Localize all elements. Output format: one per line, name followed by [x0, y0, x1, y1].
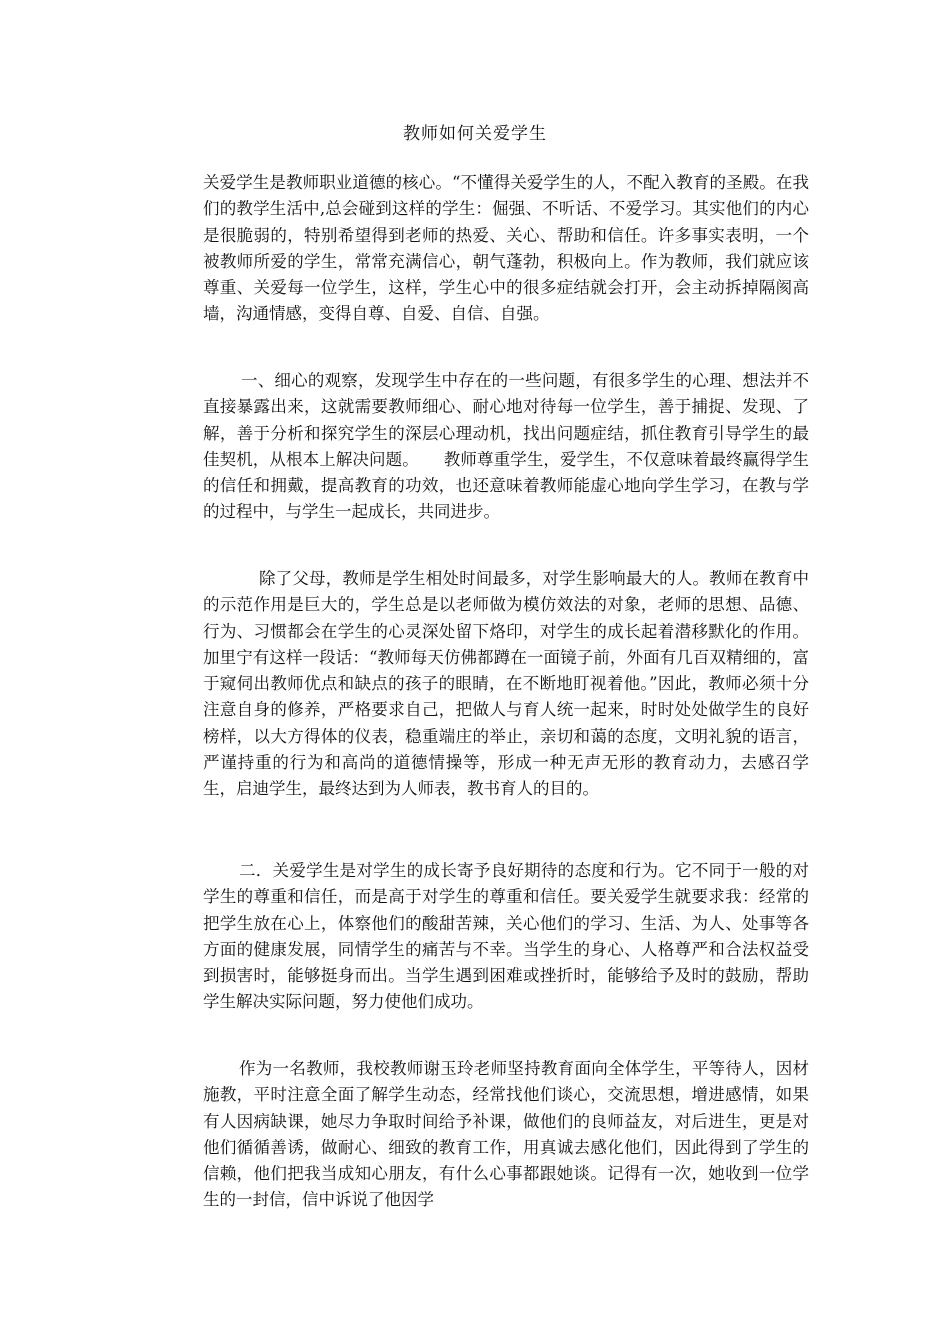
- paragraph-role-model: 除了父母，教师是学生相处时间最多，对学生影响最大的人。教师在教育中的示范作用是巨大的，学生总是以老师做为模仿效法的对象，老师的思想、品德、行为、习惯都会在学生的心灵深处留下烙印，对学生的成长起着潜移默化的作用。加里宁有这样一段话：“教师每天仿佛都蹲在一面镜子前，外面有几百双精细的，富于窥伺出教师优点和缺点的孩子的眼睛，在不断地盯视着他。”因此，教师必须十分注意自身的修养，严格要求自己，把做人与育人统一起来，时时处处做学生的良好榜样，以大方得体的仪表，稳重端庄的举止，亲切和蔼的态度，文明礼貌的语言，严谨持重的行为和高尚的道德情操等，形成一种无声无形的教育动力，去感召学生，启迪学生，最终达到为人师表，教书育人的目的。: [203, 569, 809, 799]
- paragraph-expectation: 二．关爱学生是对学生的成长寄予良好期待的态度和行为。它不同于一般的对学生的尊重和信任，而是高于对学生的尊重和信任。要关爱学生就要求我：经常的把学生放在心上，体察他们的酸甜苦辣，关心他们的学习、生活、为人、处事等各方面的健康发展，同情学生的痛苦与不幸。当学生的身心、人格尊严和合法权益受到损害时，能够挺身而出。当学生遇到困难或挫折时，能够给予及时的鼓励，帮助学生解决实际问题，努力使他们成功。: [203, 861, 809, 1012]
- paragraph-observation: 一、细心的观察，发现学生中存在的一些问题，有很多学生的心理、想法并不直接暴露出来，这就需要教师细心、耐心地对待每一位学生，善于捕捉、发现、了解，善于分析和探究学生的深层心理动机，找出问题症结，抓住教育引导学生的最佳契机，从根本上解决问题。 教师尊重学生，爱学生，不仅意味着最终赢得学生的信任和拥戴，提高教育的功效，也还意味着教师能虚心地向学生学习，在教与学的过程中，与学生一起成长，共同进步。: [203, 371, 809, 522]
- paragraph-intro: 关爱学生是教师职业道德的核心。“不懂得关爱学生的人，不配入教育的圣殿。在我们的教学生活中,总会碰到这样的学生：倔强、不听话、不爱学习。其实他们的内心是很脆弱的，特别希望得到老师的热爱、关心、帮助和信任。许多事实表明，一个被教师所爱的学生，常常充满信心，朝气蓬勃，积极向上。作为教师，我们就应该尊重、关爱每一位学生，这样，学生心中的很多症结就会打开，会主动拆掉隔阂高墙，沟通情感，变得自尊、自爱、自信、自强。: [203, 173, 809, 324]
- document-title: 教师如何关爱学生: [403, 124, 547, 144]
- paragraph-teacher-example: 作为一名教师，我校教师谢玉玲老师坚持教育面向全体学生，平等待人，因材施教，平时注意全面了解学生动态，经常找他们谈心，交流思想，增进感情，如果有人因病缺课，她尽力争取时间给予补课，做他们的良师益友，对后进生，更是对他们循循善诱，做耐心、细致的教育工作，用真诚去感化他们，因此得到了学生的信赖，他们把我当成知心朋友，有什么心事都跟她谈。记得有一次，她收到一位学生的一封信，信中诉说了他因学: [203, 1059, 809, 1210]
